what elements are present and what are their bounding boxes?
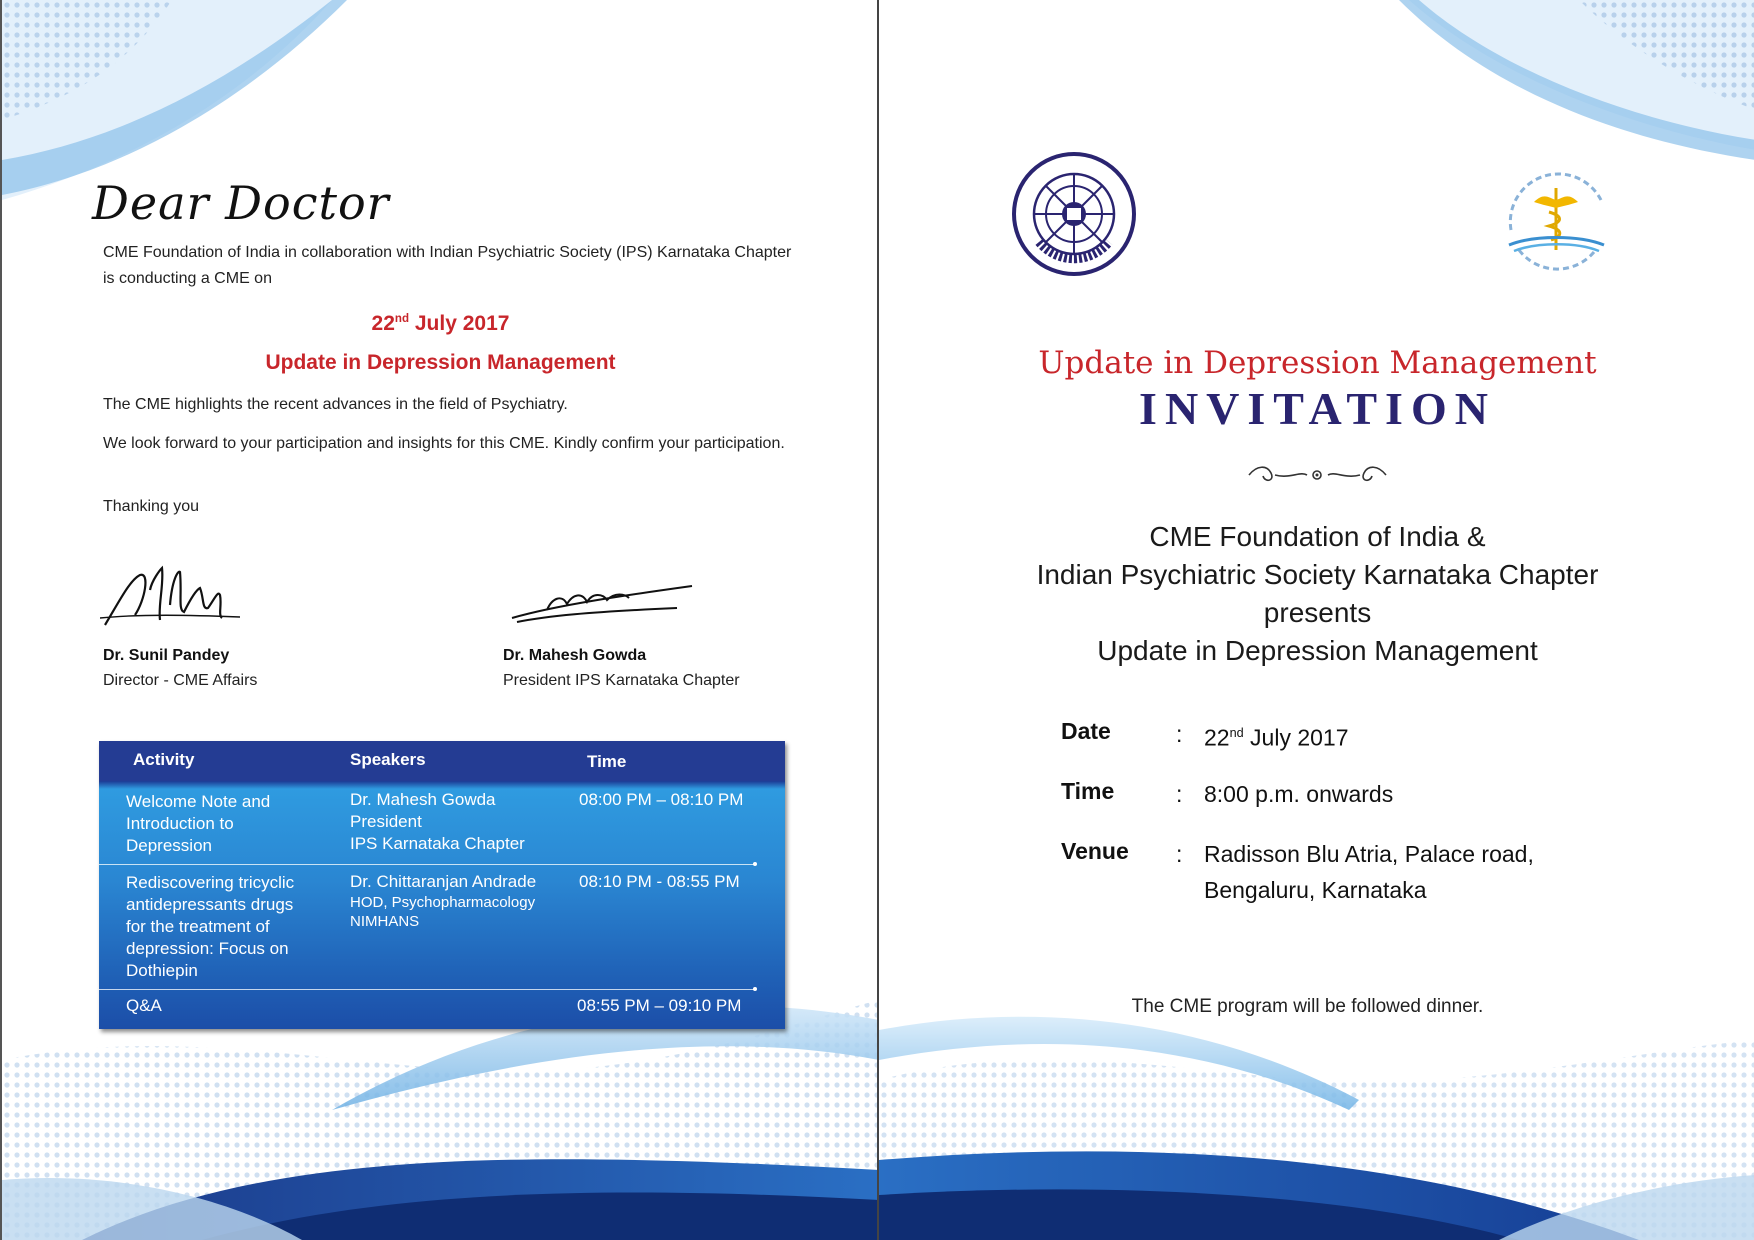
date-separator: :	[1176, 721, 1183, 747]
time-value: 8:00 p.m. onwards	[1204, 781, 1394, 807]
header-activity: Activity	[133, 750, 195, 769]
row2-activity-line: antidepressants drugs	[126, 895, 294, 914]
row1-speaker-line: Dr. Mahesh Gowda	[350, 790, 496, 809]
venue-line: Bengaluru, Karnataka	[1204, 877, 1427, 903]
presenters-line: CME Foundation of India &	[1149, 521, 1486, 552]
row3-time: 08:55 PM – 09:10 PM	[577, 996, 742, 1015]
row2-speaker-line: NIMHANS	[350, 913, 420, 930]
invitation-title: INVITATION	[1139, 383, 1496, 434]
presenters-line: presents	[1263, 597, 1372, 628]
date-rest: July 2017	[414, 312, 510, 335]
row1-activity-line: Welcome Note and	[126, 792, 271, 811]
venue-line: Radisson Blu Atria, Palace road,	[1204, 841, 1534, 867]
right-page	[877, 0, 1754, 1240]
time-separator: :	[1176, 781, 1183, 807]
row2-activity	[126, 872, 294, 982]
highlight-paragraph: The CME highlights the recent advances in the field of Psychiatry.	[103, 396, 568, 413]
ornament-divider-icon	[1245, 463, 1390, 487]
cme-foundation-logo-icon	[1489, 150, 1624, 285]
row1-activity	[126, 791, 270, 857]
venue-separator: :	[1176, 841, 1183, 867]
greeting: Dear Doctor	[92, 176, 390, 230]
signatory-title-2: President IPS Karnataka Chapter	[503, 672, 740, 689]
intro-paragraph: CME Foundation of India in collaboration with Indian Psychiatric Society (IPS) Karnataka Chapter is conducting a CME on	[103, 244, 792, 287]
row1-activity-line: Depression	[126, 836, 212, 855]
cme-date	[2, 312, 877, 336]
row1-speaker-line: President	[350, 812, 422, 831]
row1-speaker	[350, 789, 525, 855]
ips-logo-icon	[1009, 152, 1139, 277]
cme-topic: Update in Depression Management	[265, 351, 616, 374]
date-label: Date	[1061, 718, 1111, 744]
presenters-line: Indian Psychiatric Society Karnataka Chapter	[1036, 559, 1599, 590]
row1-time: 08:00 PM – 08:10 PM	[579, 790, 744, 809]
row2-time: 08:10 PM - 08:55 PM	[579, 872, 740, 891]
row2-speaker-line: HOD, Psychopharmacology	[350, 894, 536, 911]
header-time: Time	[587, 752, 627, 771]
row2-speaker-line: Dr. Chittaranjan Andrade	[350, 872, 537, 891]
venue-label: Venue	[1061, 838, 1129, 864]
date-value-suffix: nd	[1229, 726, 1244, 740]
signature-mahesh-gowda	[507, 580, 697, 630]
row-divider	[99, 864, 755, 865]
signatory-title-1: Director - CME Affairs	[103, 672, 258, 689]
divider-dot	[753, 862, 757, 866]
look-forward-paragraph: We look forward to your participation and insights for this CME. Kindly confirm your participation.	[103, 435, 785, 452]
venue-value	[1204, 836, 1534, 908]
date-suffix: nd	[394, 313, 410, 325]
row2-activity-line: for the treatment of	[126, 917, 270, 936]
row2-speaker	[350, 871, 536, 931]
row1-activity-line: Introduction to	[126, 814, 234, 833]
date-value	[1204, 715, 1349, 756]
row-divider	[99, 989, 755, 990]
signatory-name-1: Dr. Sunil Pandey	[103, 647, 230, 664]
footer-note: The CME program will be followed dinner.	[1131, 996, 1484, 1017]
row1-speaker-line: IPS Karnataka Chapter	[350, 834, 525, 853]
presenters-line: Update in Depression Management	[1097, 635, 1538, 666]
time-label: Time	[1061, 778, 1115, 804]
row2-activity-line: Dothiepin	[126, 961, 198, 980]
date-day: 22	[371, 312, 395, 335]
row2-activity-line: Rediscovering tricyclic	[126, 873, 295, 892]
invitation-subtitle: Update in Depression Management	[1038, 345, 1597, 381]
schedule-header-row	[99, 741, 785, 781]
divider-dot	[753, 987, 757, 991]
date-value-rest: July 2017	[1250, 724, 1349, 751]
header-speakers: Speakers	[350, 750, 426, 769]
presenters-block	[879, 518, 1754, 670]
row2-activity-line: depression: Focus on	[126, 939, 289, 958]
signature-sunil-pandey	[100, 560, 240, 630]
row3-activity: Q&A	[126, 996, 162, 1015]
thanks-text: Thanking you	[103, 498, 200, 515]
schedule-table	[99, 741, 785, 1029]
date-value-day: 22	[1204, 724, 1230, 751]
signatory-name-2: Dr. Mahesh Gowda	[503, 647, 647, 664]
